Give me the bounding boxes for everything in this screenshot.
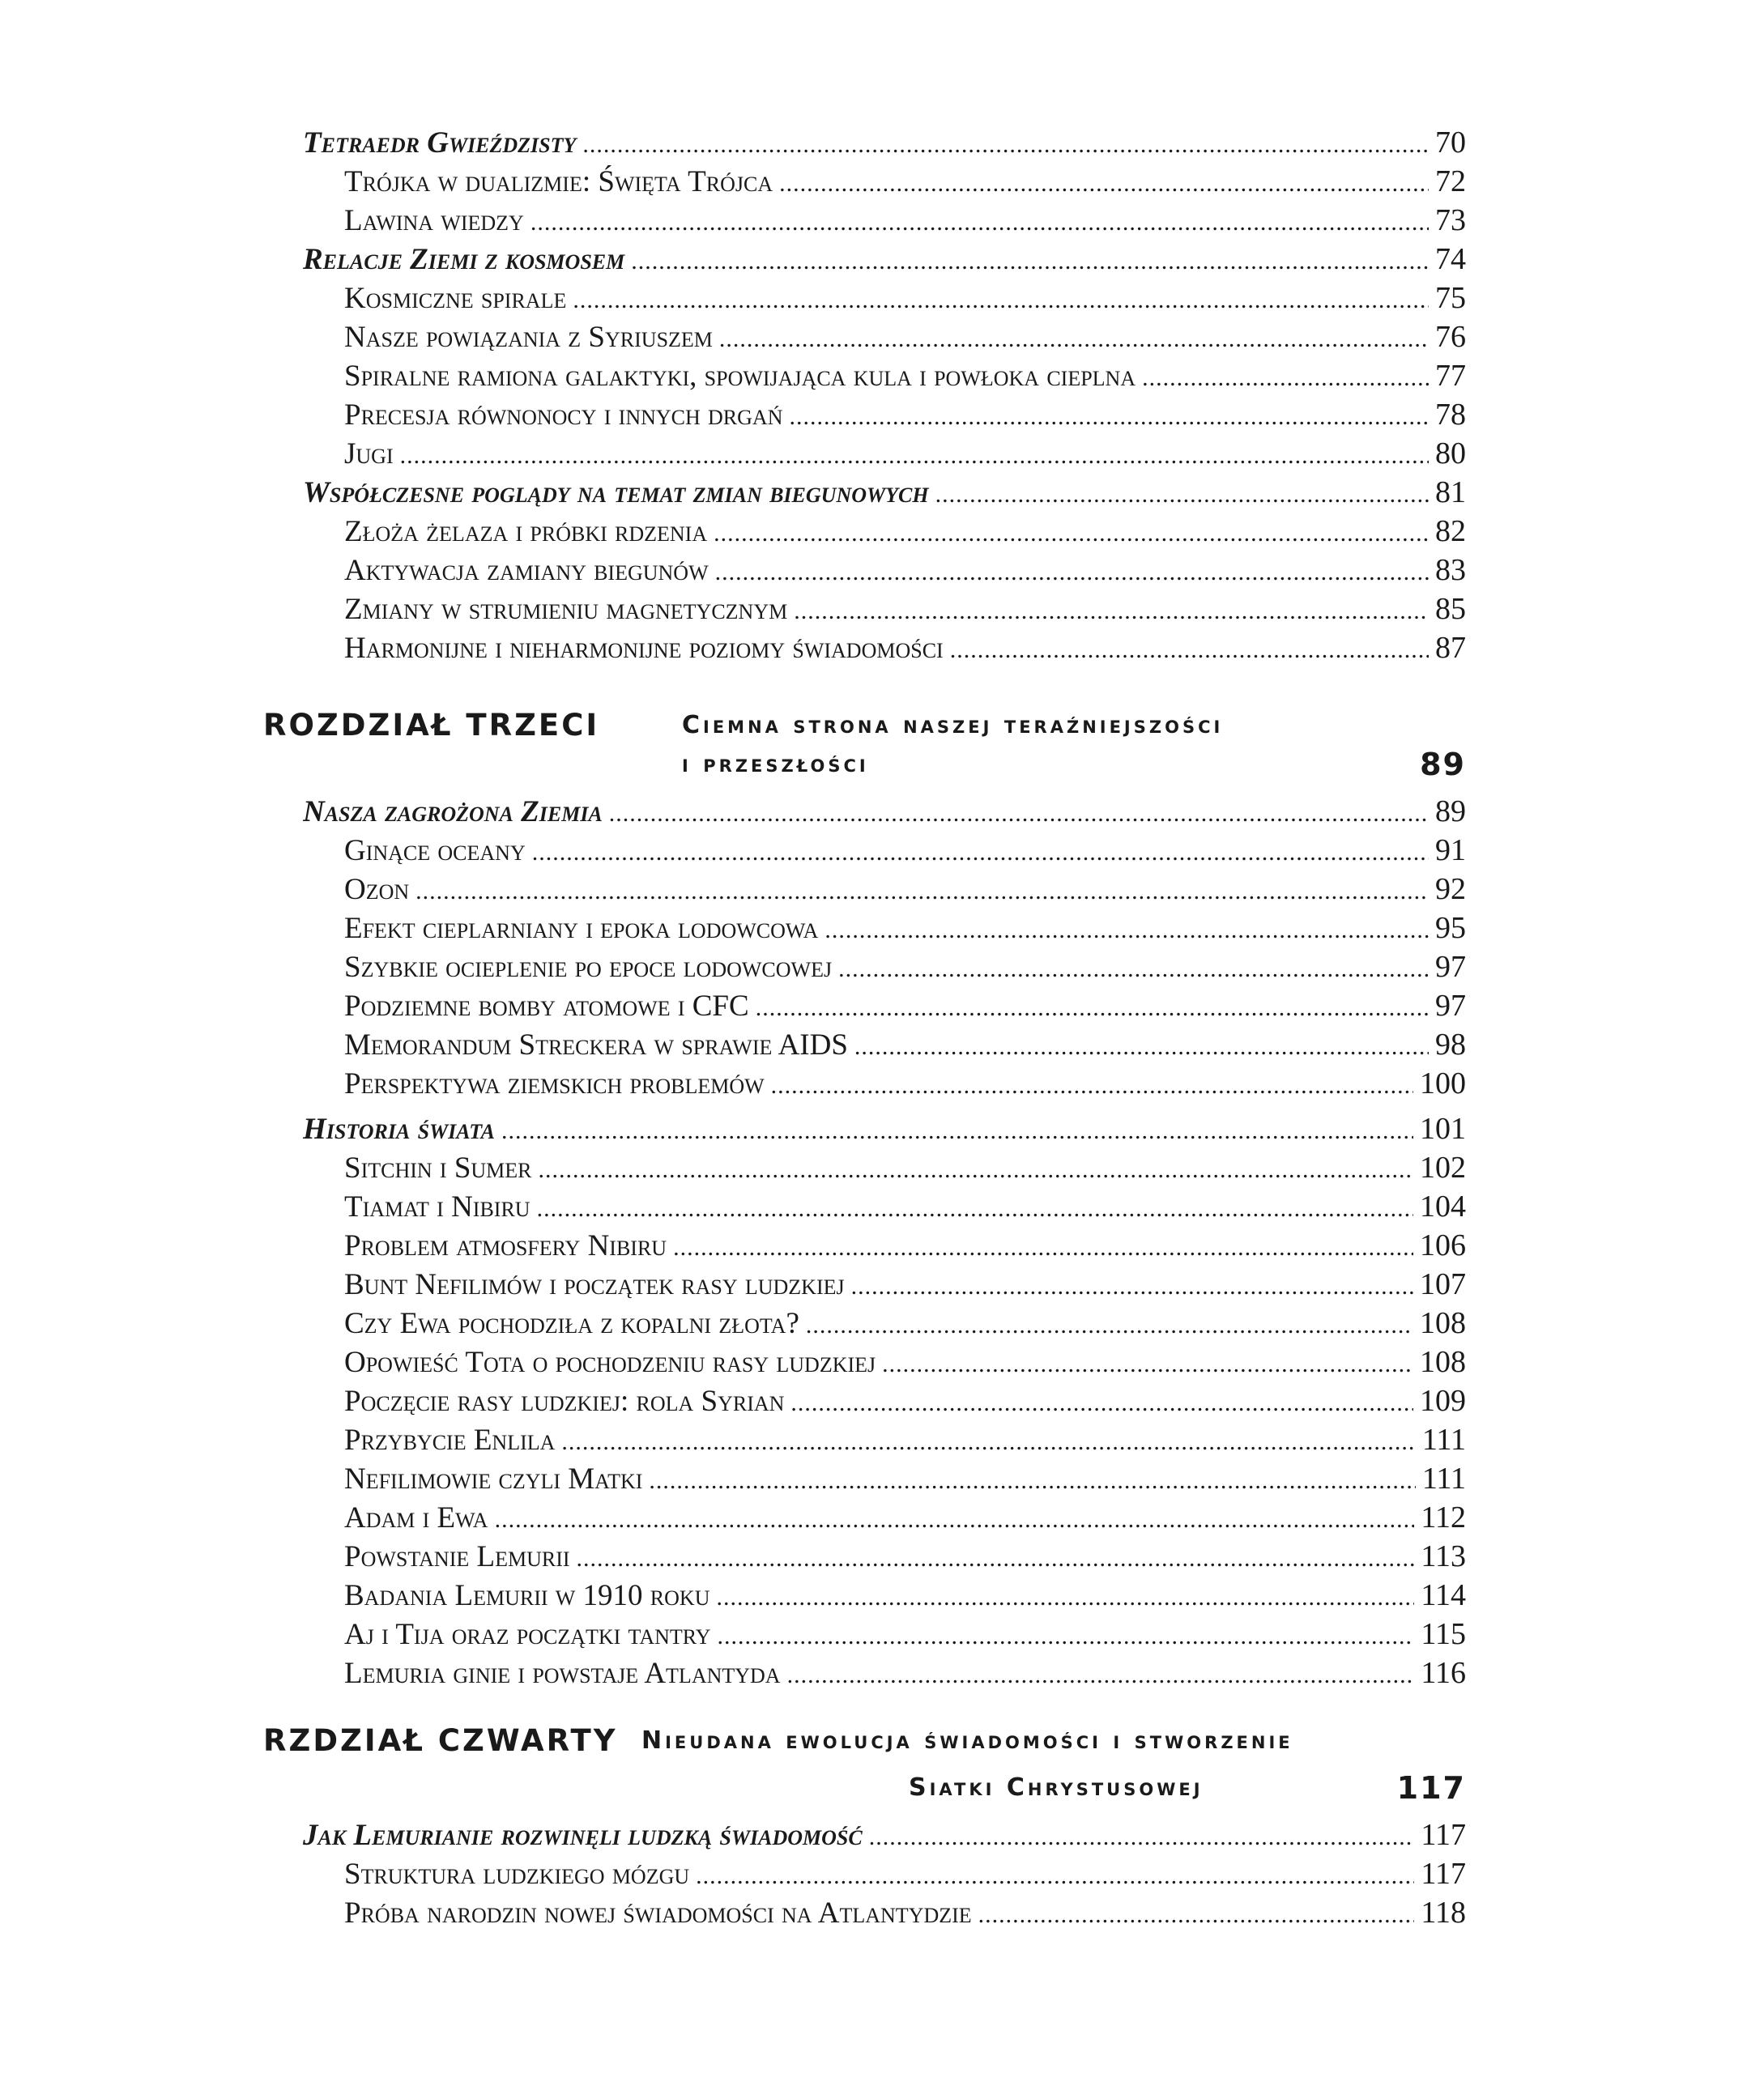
toc-entry-page-number: 97 (1435, 989, 1466, 1023)
toc-entry (303, 590, 1466, 628)
toc-entry-title: Bunt Nefilimów i początek rasy ludzkiej (344, 1268, 845, 1301)
dot-leader (415, 872, 1429, 909)
toc-entry-title: Historia świata (303, 1113, 495, 1146)
dot-leader (673, 1228, 1413, 1265)
dot-leader (501, 1112, 1413, 1148)
chapter-3-title-line-2: i przeszłości (682, 750, 869, 778)
toc-entry-page-number: 100 (1420, 1066, 1466, 1100)
toc-entry (303, 1537, 1466, 1576)
toc-entry-title: Tiamat i Nibiru (344, 1190, 530, 1224)
toc-entry (303, 123, 1466, 162)
toc-entry-page-number: 92 (1435, 872, 1466, 906)
dot-leader (649, 1462, 1415, 1498)
toc-entry-title: Relacje Ziemi z kosmosem (303, 243, 625, 276)
toc-entry (303, 831, 1466, 870)
chapter-4-title-line-1: Nieudana ewolucja świadomości i stworzenie (641, 1726, 1293, 1755)
toc-entry-title: Czy Ewa pochodziła z kopalni złota? (344, 1307, 799, 1340)
toc-entry (303, 434, 1466, 473)
toc-entry (303, 162, 1466, 201)
toc-entry-page-number: 89 (1435, 794, 1466, 828)
toc-entry-page-number: 97 (1435, 950, 1466, 984)
toc-entry (303, 279, 1466, 317)
toc-entry (303, 512, 1466, 551)
dot-leader (771, 1066, 1413, 1103)
dot-leader (869, 1818, 1415, 1854)
toc-entry-title: Spiralne ramiona galaktyki, spowijająca kula i powłoka cieplna (344, 360, 1136, 393)
toc-entry (303, 909, 1466, 947)
dot-leader (789, 398, 1429, 434)
dot-leader (935, 475, 1429, 512)
dot-leader (714, 514, 1429, 551)
toc-entry-page-number: 108 (1420, 1345, 1466, 1379)
toc-entry-page-number: 85 (1435, 592, 1466, 626)
chapter-4-heading (263, 1722, 1466, 1806)
toc-entry-page-number: 115 (1421, 1617, 1466, 1651)
toc-entry-title: Próba narodzin nowej świadomości na Atlantydzie (344, 1896, 972, 1930)
toc-entry-title: Problem atmosfery Nibiru (344, 1229, 667, 1262)
toc-entry-title: Aktywacja zamiany biegunów (344, 554, 709, 587)
toc-entry-title: Powstanie Lemurii (344, 1540, 570, 1573)
toc-entry (303, 1304, 1466, 1343)
toc-entry-page-number: 101 (1420, 1112, 1466, 1146)
toc-entry (303, 1064, 1466, 1103)
toc-entry (303, 870, 1466, 909)
toc-entry (303, 1381, 1466, 1420)
chapter-4-label: RZDZIAŁ CZWARTY (263, 1723, 618, 1758)
toc-entry-page-number: 82 (1435, 514, 1466, 548)
dot-leader (582, 126, 1429, 162)
toc-entry (303, 1576, 1466, 1615)
toc-entry-page-number: 80 (1435, 436, 1466, 470)
chapter-3-page-number: 89 (1420, 747, 1466, 782)
toc-entry (303, 1815, 1466, 1854)
dot-leader (530, 203, 1429, 240)
toc-entry-page-number: 114 (1421, 1578, 1466, 1612)
toc-entry (303, 792, 1466, 831)
toc-entry-title: Ozon (344, 873, 410, 906)
toc-entry-title: Nefilimowie czyli Matki (344, 1462, 643, 1496)
dot-leader (715, 553, 1429, 590)
dot-leader (790, 1384, 1413, 1420)
toc-entry-page-number: 107 (1420, 1267, 1466, 1301)
toc-entry (303, 1226, 1466, 1265)
toc-entry-page-number: 113 (1421, 1539, 1466, 1573)
toc-entry (303, 1109, 1466, 1148)
toc-section-2 (303, 792, 1466, 1103)
chapter-3-title-line-1: Ciemna strona naszej teraźniejszości (682, 711, 1224, 739)
dot-leader (577, 1539, 1415, 1576)
toc-entry-title: Precesja równonocy i innych drgań (344, 398, 783, 432)
dot-leader (495, 1500, 1415, 1537)
dot-leader (1142, 359, 1429, 395)
dot-leader (573, 281, 1429, 317)
dot-leader (779, 164, 1429, 201)
toc-section-1 (303, 123, 1466, 667)
toc-entry (303, 1148, 1466, 1187)
dot-leader (539, 1151, 1413, 1187)
toc-entry-title: Tetraedr Gwieździsty (303, 126, 577, 160)
chapter-4-page-number: 117 (1396, 1770, 1466, 1806)
chapter-3-label: ROZDZIAŁ TRZECI (263, 708, 600, 743)
dot-leader (532, 833, 1429, 870)
toc-entry-page-number: 87 (1435, 631, 1466, 665)
toc-entry-title: Adam i Ewa (344, 1501, 488, 1535)
toc-entry-page-number: 74 (1435, 242, 1466, 276)
toc-entry-title: Jak Lemurianie rozwinęli ludzką świadomość (303, 1819, 863, 1852)
toc-entry-page-number: 108 (1420, 1306, 1466, 1340)
dot-leader (756, 989, 1429, 1025)
toc-entry (303, 1025, 1466, 1064)
toc-entry-page-number: 70 (1435, 126, 1466, 160)
dot-leader (609, 794, 1429, 831)
toc-entry-page-number: 91 (1435, 833, 1466, 867)
toc-entry (303, 1420, 1466, 1459)
toc-entry (303, 1459, 1466, 1498)
dot-leader (631, 242, 1429, 279)
toc-entry-title: Nasza zagrożona Ziemia (303, 795, 603, 828)
dot-leader (978, 1896, 1415, 1932)
toc-entry (303, 473, 1466, 512)
toc-entry (303, 356, 1466, 395)
dot-leader (794, 592, 1429, 628)
dot-leader (851, 1267, 1413, 1304)
toc-entry (303, 551, 1466, 590)
toc-entry-title: Zmiany w strumieniu magnetycznym (344, 593, 788, 626)
toc-entry-page-number: 116 (1421, 1656, 1466, 1690)
dot-leader (854, 1028, 1429, 1064)
toc-entry-page-number: 81 (1435, 475, 1466, 509)
toc-entry-title: Sitchin i Sumer (344, 1151, 532, 1185)
toc-entry (303, 1343, 1466, 1381)
dot-leader (838, 950, 1429, 986)
toc-entry-page-number: 102 (1420, 1151, 1466, 1185)
toc-entry-title: Efekt cieplarniany i epoka lodowcowa (344, 912, 819, 945)
toc-entry-title: Lemuria ginie i powstaje Atlantyda (344, 1657, 781, 1690)
toc-entry-title: Kosmiczne spirale (344, 282, 567, 315)
toc-entry (303, 628, 1466, 667)
toc-entry-page-number: 73 (1435, 203, 1466, 237)
toc-entry-page-number: 109 (1420, 1384, 1466, 1418)
dot-leader (716, 1578, 1414, 1615)
toc-entry-title: Ginące oceany (344, 834, 526, 867)
toc-entry (303, 317, 1466, 356)
toc-entry-page-number: 112 (1421, 1500, 1466, 1535)
toc-entry-page-number: 95 (1435, 911, 1466, 945)
toc-entry-page-number: 77 (1435, 359, 1466, 393)
toc-entry-title: Złoża żelaza i próbki rdzenia (344, 515, 708, 548)
toc-entry-title: Przybycie Enlila (344, 1424, 556, 1457)
dot-leader (717, 1617, 1414, 1654)
toc-entry-page-number: 75 (1435, 281, 1466, 315)
toc-entry-title: Trójka w dualizmie: Święta Trójca (344, 165, 773, 198)
dot-leader (400, 436, 1429, 473)
toc-entry (303, 1615, 1466, 1654)
toc-entry (303, 201, 1466, 240)
dot-leader (950, 631, 1429, 667)
toc-entry-title: Badania Lemurii w 1910 roku (344, 1579, 710, 1612)
toc-entry-page-number: 117 (1421, 1857, 1466, 1891)
toc-entry-page-number: 78 (1435, 398, 1466, 432)
toc-entry-page-number: 106 (1420, 1228, 1466, 1262)
toc-entry (303, 947, 1466, 986)
dot-leader (806, 1306, 1413, 1343)
chapter-4-title-line-2: Siatki Chrystusowej (909, 1773, 1204, 1802)
toc-entry (303, 1265, 1466, 1304)
toc-entry-page-number: 111 (1421, 1462, 1466, 1496)
toc-section-4 (303, 1815, 1466, 1932)
dot-leader (719, 320, 1429, 356)
toc-entry-title: Poczęcie rasy ludzkiej: rola Syrian (344, 1385, 785, 1418)
toc-entry-title: Struktura ludzkiego mózgu (344, 1858, 690, 1891)
toc-entry-title: Współczesne poglądy na temat zmian biegunowych (303, 476, 929, 509)
chapter-3-heading (263, 706, 1466, 787)
toc-entry (303, 1654, 1466, 1692)
dot-leader (561, 1423, 1415, 1459)
toc-entry-title: Jugi (344, 437, 394, 470)
dot-leader (824, 911, 1429, 947)
toc-entry (303, 240, 1466, 279)
toc-entry (303, 1893, 1466, 1932)
toc-entry-page-number: 111 (1421, 1423, 1466, 1457)
dot-leader (787, 1656, 1415, 1692)
toc-entry-title: Lawina wiedzy (344, 204, 524, 237)
toc-entry-page-number: 72 (1435, 164, 1466, 198)
toc-entry-title: Aj i Tija oraz początki tantry (344, 1618, 711, 1651)
toc-entry-title: Harmonijne i nieharmonijne poziomy świadomości (344, 632, 944, 665)
toc-entry-title: Perspektywa ziemskich problemów (344, 1067, 765, 1100)
toc-entry-title: Memorandum Streckera w sprawie AIDS (344, 1028, 848, 1062)
dot-leader (696, 1857, 1414, 1893)
toc-section-3 (303, 1109, 1466, 1692)
toc-entry-page-number: 118 (1421, 1896, 1466, 1930)
dot-leader (882, 1345, 1413, 1381)
toc-entry (303, 395, 1466, 434)
toc-entry-page-number: 117 (1421, 1818, 1466, 1852)
toc-entry-page-number: 98 (1435, 1028, 1466, 1062)
toc-entry-page-number: 104 (1420, 1190, 1466, 1224)
dot-leader (537, 1190, 1413, 1226)
toc-entry (303, 1498, 1466, 1537)
toc-entry-page-number: 76 (1435, 320, 1466, 354)
toc-entry-title: Podziemne bomby atomowe i CFC (344, 990, 749, 1023)
toc-entry-title: Nasze powiązania z Syriuszem (344, 321, 713, 354)
toc-entry (303, 986, 1466, 1025)
toc-entry-title: Szybkie ocieplenie po epoce lodowcowej (344, 951, 833, 984)
toc-entry (303, 1187, 1466, 1226)
toc-entry-page-number: 83 (1435, 553, 1466, 587)
toc-entry-title: Opowieść Tota o pochodzeniu rasy ludzkiej (344, 1346, 876, 1379)
toc-entry (303, 1854, 1466, 1893)
